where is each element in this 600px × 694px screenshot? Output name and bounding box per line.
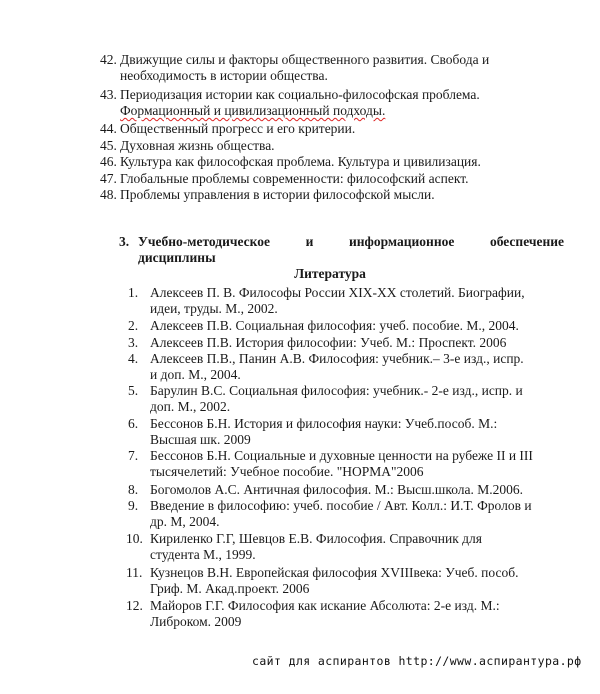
item-text: Алексеев П. В. Философы России XIX-XX столетий. Биографии, <box>150 285 525 300</box>
item-number: 10. <box>126 531 143 546</box>
question-text-cont: необходимость в истории общества. <box>120 68 328 83</box>
item-text-cont: студента М., 1999. <box>150 547 256 562</box>
question-number: 46. <box>100 154 117 169</box>
item-number: 7. <box>128 448 139 463</box>
item-text: Богомолов А.С. Античная философия. М.: Высш.школа. М.2006. <box>150 482 523 497</box>
item-text-cont: др. М, 2004. <box>150 514 220 529</box>
section-title: Учебно-методическое и информационное обеспечение <box>138 234 564 249</box>
question-number: 48. <box>100 187 117 202</box>
item-text: Алексеев П.В. Социальная философия: учеб. пособие. М., 2004. <box>150 318 519 333</box>
item-number: 4. <box>128 351 139 366</box>
footer-site-text: сайт для аспирантов http://www.аспирантура.рф <box>252 654 582 668</box>
question-number: 44. <box>100 121 117 136</box>
item-text: Введение в философию: учеб. пособие / Авт. Колл.: И.Т. Фролов и <box>150 498 532 513</box>
item-text: Алексеев П.В. История философии: Учеб. М.: Проспект. 2006 <box>150 335 507 350</box>
question-text-cont: Формационный и цивилизационный подходы. <box>120 103 386 118</box>
item-number: 1. <box>128 285 139 300</box>
question-text: Глобальные проблемы современности: философский аспект. <box>120 171 469 186</box>
item-text-cont: тысячелетий: Учебное пособие. "НОРМА"2006 <box>150 464 424 479</box>
question-text: Культура как философская проблема. Культура и цивилизация. <box>120 154 481 169</box>
section-title-cont: дисциплины <box>138 250 216 265</box>
question-text: Движущие силы и факторы общественного развития. Свобода и <box>120 52 490 67</box>
item-number: 9. <box>128 498 139 513</box>
item-number: 6. <box>128 416 139 431</box>
item-text-cont: и доп. М., 2004. <box>150 367 241 382</box>
question-number: 47. <box>100 171 117 186</box>
item-text-cont: идеи, труды. М., 2002. <box>150 301 278 316</box>
question-text: Проблемы управления в истории философской мысли. <box>120 187 435 202</box>
question-text: Периодизация истории как социально-философская проблема. <box>120 87 480 102</box>
item-text-cont: Высшая шк. 2009 <box>150 432 251 447</box>
item-text-cont: Гриф. М. Акад.проект. 2006 <box>150 581 310 596</box>
item-text: Кузнецов В.Н. Европейская философия XVIIIвека: Учеб. пособ. <box>150 565 519 580</box>
section-number: 3. <box>119 234 130 249</box>
question-text: Общественный прогресс и его критерии. <box>120 121 356 136</box>
item-number: 2. <box>128 318 139 333</box>
item-text: Майоров Г.Г. Философия как искание Абсолюта: 2-е изд. М.: <box>150 598 500 613</box>
item-text: Бессонов Б.Н. Социальные и духовные ценности на рубеже II и III <box>150 448 533 463</box>
item-number: 11. <box>126 565 143 580</box>
literature-heading: Литература <box>294 266 366 281</box>
item-number: 12. <box>126 598 143 613</box>
question-number: 42. <box>100 52 117 67</box>
item-number: 8. <box>128 482 139 497</box>
question-number: 43. <box>100 87 117 102</box>
item-text-cont: доп. М., 2002. <box>150 399 231 414</box>
item-text: Бессонов Б.Н. История и философия науки: Учеб.пособ. М.: <box>150 416 498 431</box>
question-number: 45. <box>100 138 117 153</box>
item-number: 5. <box>128 383 139 398</box>
item-text: Барулин В.С. Социальная философия: учебник.- 2-е изд., испр. и <box>150 383 523 398</box>
item-number: 3. <box>128 335 139 350</box>
question-text: Духовная жизнь общества. <box>120 138 275 153</box>
item-text: Кириленко Г.Г, Шевцов Е.В. Философия. Справочник для <box>150 531 482 546</box>
item-text-cont: Либроком. 2009 <box>150 614 242 629</box>
item-text: Алексеев П.В., Панин А.В. Философия: учебник.– 3-е изд., испр. <box>150 351 524 366</box>
